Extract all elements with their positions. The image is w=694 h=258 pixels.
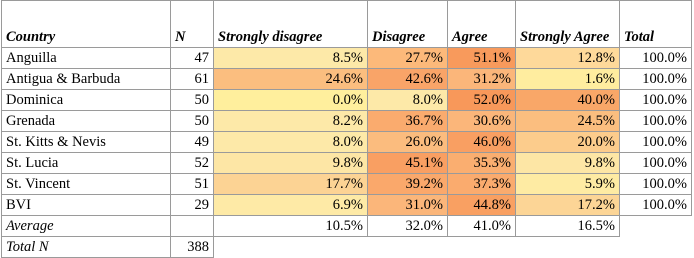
agree-cell: 51.1%	[448, 48, 516, 69]
disagree-cell: 39.2%	[368, 174, 448, 195]
header-country: Country	[2, 1, 171, 48]
total-cell: 100.0%	[620, 90, 692, 111]
table-row	[2, 153, 692, 174]
n-cell: 50	[171, 90, 214, 111]
strongly-disagree-cell: 8.0%	[214, 132, 368, 153]
empty-cell	[214, 237, 368, 258]
total-cell: 100.0%	[620, 132, 692, 153]
disagree-cell: 42.6%	[368, 69, 448, 90]
agree-cell: 37.3%	[448, 174, 516, 195]
average-strongly-disagree: 10.5%	[214, 216, 368, 237]
n-cell: 61	[171, 69, 214, 90]
total-n-value: 388	[171, 237, 214, 258]
n-cell: 50	[171, 111, 214, 132]
disagree-cell: 31.0%	[368, 195, 448, 216]
strongly-agree-cell: 40.0%	[516, 90, 620, 111]
total-n-row	[2, 237, 692, 258]
total-cell: 100.0%	[620, 111, 692, 132]
n-cell: 47	[171, 48, 214, 69]
average-label: Average	[2, 216, 171, 237]
agree-cell: 35.3%	[448, 153, 516, 174]
average-agree: 41.0%	[448, 216, 516, 237]
n-cell: 49	[171, 132, 214, 153]
table-row	[2, 111, 692, 132]
country-cell: St. Kitts & Nevis	[2, 132, 171, 153]
country-cell: St. Lucia	[2, 153, 171, 174]
strongly-agree-cell: 9.8%	[516, 153, 620, 174]
strongly-agree-cell: 1.6%	[516, 69, 620, 90]
strongly-disagree-cell: 6.9%	[214, 195, 368, 216]
n-cell: 51	[171, 174, 214, 195]
strongly-disagree-cell: 8.5%	[214, 48, 368, 69]
strongly-disagree-cell: 9.8%	[214, 153, 368, 174]
agree-cell: 52.0%	[448, 90, 516, 111]
strongly-agree-cell: 20.0%	[516, 132, 620, 153]
country-cell: Antigua & Barbuda	[2, 69, 171, 90]
average-disagree: 32.0%	[368, 216, 448, 237]
table-row	[2, 132, 692, 153]
strongly-agree-cell: 17.2%	[516, 195, 620, 216]
strongly-disagree-cell: 8.2%	[214, 111, 368, 132]
header-agree: Agree	[448, 1, 516, 48]
country-cell: Anguilla	[2, 48, 171, 69]
agree-cell: 30.6%	[448, 111, 516, 132]
average-n-cell	[171, 216, 214, 237]
header-row	[2, 1, 692, 48]
n-cell: 29	[171, 195, 214, 216]
survey-results-table	[1, 0, 692, 258]
empty-cell	[620, 216, 692, 237]
country-cell: Dominica	[2, 90, 171, 111]
strongly-agree-cell: 12.8%	[516, 48, 620, 69]
disagree-cell: 8.0%	[368, 90, 448, 111]
total-cell: 100.0%	[620, 174, 692, 195]
average-row	[2, 216, 692, 237]
header-total: Total	[620, 1, 692, 48]
empty-cell	[368, 237, 448, 258]
header-n: N	[171, 1, 214, 48]
average-strongly-agree: 16.5%	[516, 216, 620, 237]
disagree-cell: 26.0%	[368, 132, 448, 153]
total-n-label: Total N	[2, 237, 171, 258]
strongly-agree-cell: 5.9%	[516, 174, 620, 195]
agree-cell: 31.2%	[448, 69, 516, 90]
strongly-disagree-cell: 0.0%	[214, 90, 368, 111]
disagree-cell: 36.7%	[368, 111, 448, 132]
total-cell: 100.0%	[620, 153, 692, 174]
empty-cell	[448, 237, 516, 258]
header-strongly-agree: Strongly Agree	[516, 1, 620, 48]
total-cell: 100.0%	[620, 69, 692, 90]
table-row	[2, 195, 692, 216]
country-cell: St. Vincent	[2, 174, 171, 195]
total-cell: 100.0%	[620, 48, 692, 69]
disagree-cell: 27.7%	[368, 48, 448, 69]
header-disagree: Disagree	[368, 1, 448, 48]
total-cell: 100.0%	[620, 195, 692, 216]
table-row	[2, 174, 692, 195]
header-strongly-disagree: Strongly disagree	[214, 1, 368, 48]
table-row	[2, 48, 692, 69]
country-cell: BVI	[2, 195, 171, 216]
country-cell: Grenada	[2, 111, 171, 132]
table-row	[2, 69, 692, 90]
empty-cell	[620, 237, 692, 258]
empty-cell	[516, 237, 620, 258]
agree-cell: 46.0%	[448, 132, 516, 153]
agree-cell: 44.8%	[448, 195, 516, 216]
strongly-disagree-cell: 17.7%	[214, 174, 368, 195]
strongly-agree-cell: 24.5%	[516, 111, 620, 132]
disagree-cell: 45.1%	[368, 153, 448, 174]
table-row	[2, 90, 692, 111]
n-cell: 52	[171, 153, 214, 174]
strongly-disagree-cell: 24.6%	[214, 69, 368, 90]
